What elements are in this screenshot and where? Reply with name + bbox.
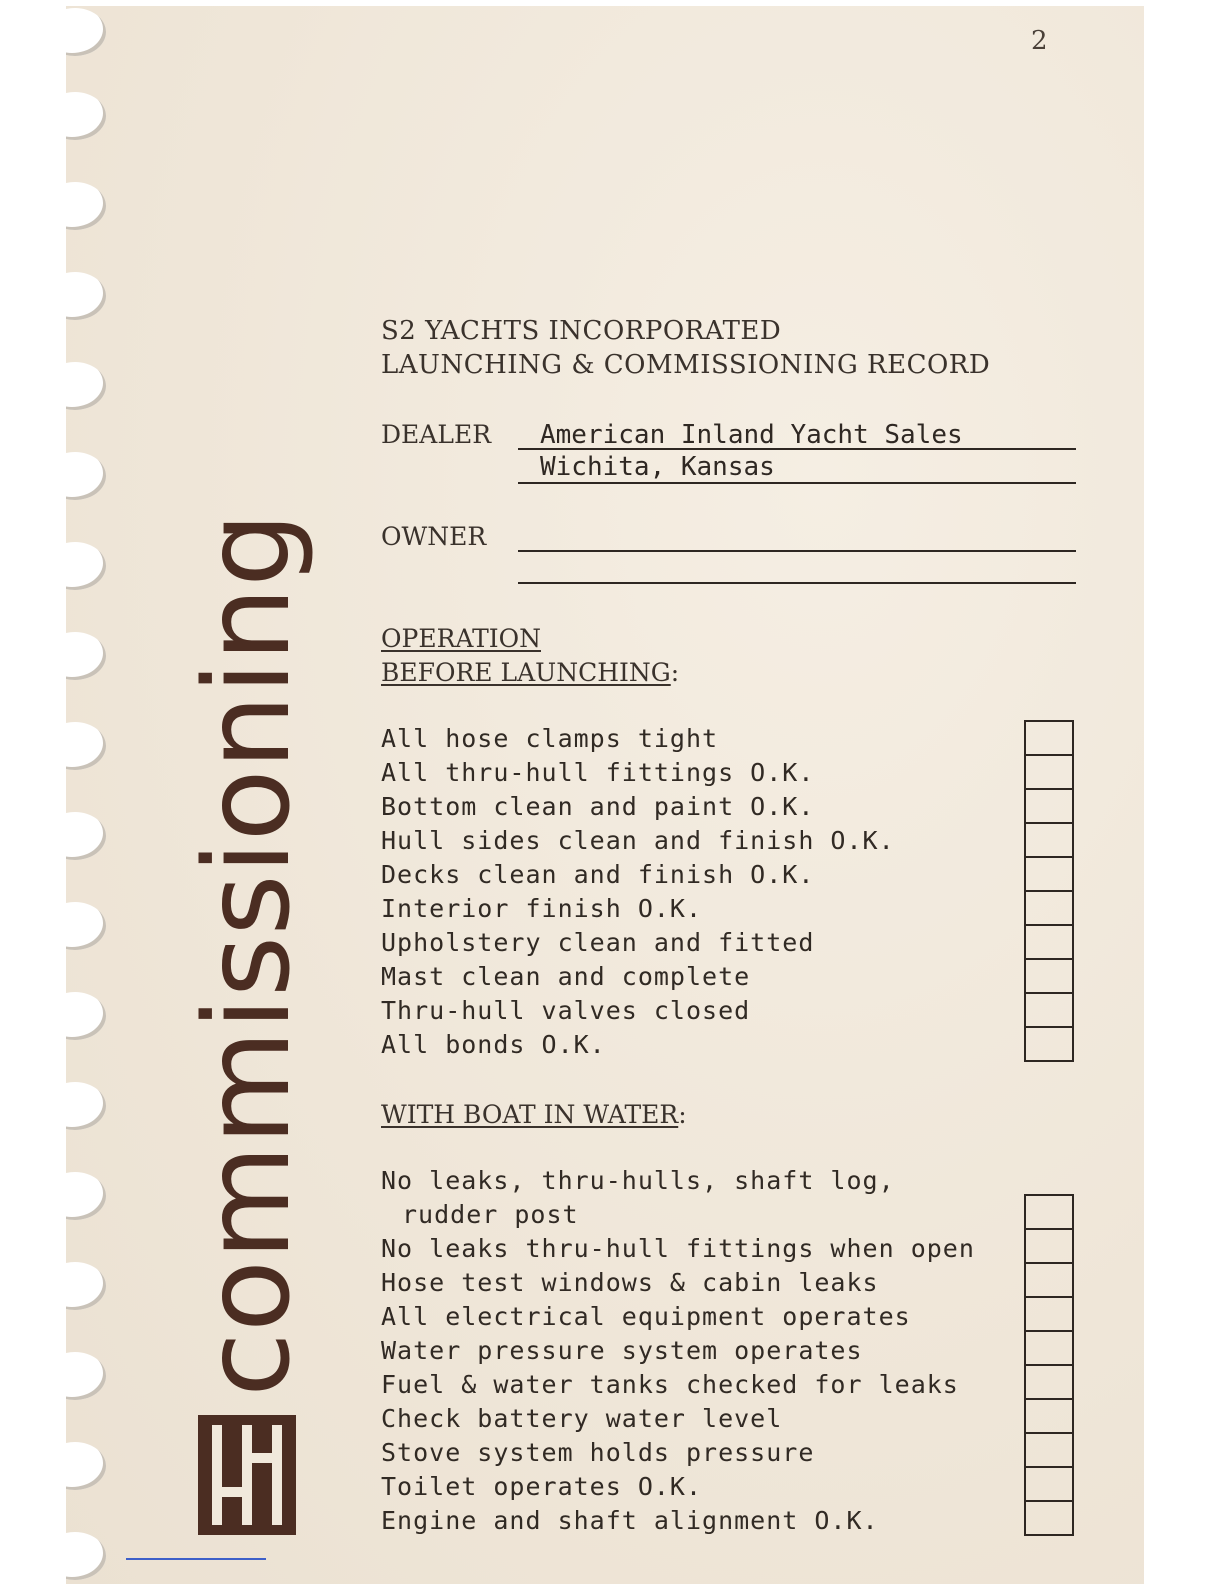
dealer-name: American Inland Yacht Sales — [540, 420, 963, 450]
checklist-item: Upholstery clean and fitted — [381, 928, 815, 957]
checkbox[interactable] — [1026, 926, 1072, 960]
checkbox[interactable] — [1026, 824, 1072, 858]
section-title-boat-in-water: WITH BOAT IN WATER: — [381, 1100, 687, 1129]
checklist-item: Water pressure system operates — [381, 1336, 863, 1365]
section-title-before-launching: OPERATION BEFORE LAUNCHING: — [381, 624, 680, 687]
checkbox-column-before-launching — [1024, 720, 1074, 1062]
binder-hole — [66, 1352, 106, 1400]
checklist-item: All bonds O.K. — [381, 1030, 606, 1059]
checkbox[interactable] — [1026, 1366, 1072, 1400]
owner-label: OWNER — [381, 522, 487, 551]
checklist-item: Hose test windows & cabin leaks — [381, 1268, 879, 1297]
checklist-item: All thru-hull fittings O.K. — [381, 758, 815, 787]
checkbox[interactable] — [1026, 892, 1072, 926]
binder-hole — [66, 542, 106, 590]
checkbox-column-boat-in-water — [1024, 1194, 1074, 1536]
binder-hole — [66, 1262, 106, 1310]
checkbox[interactable] — [1026, 1264, 1072, 1298]
page-number: 2 — [1031, 26, 1048, 56]
binder-hole — [66, 812, 106, 860]
binder-hole — [66, 92, 106, 140]
checkbox[interactable] — [1026, 1298, 1072, 1332]
binder-hole — [66, 902, 106, 950]
checklist-item: Stove system holds pressure — [381, 1438, 815, 1467]
binder-hole — [66, 1532, 106, 1580]
checkbox[interactable] — [1026, 1028, 1072, 1062]
side-brand-word: commissioning — [178, 512, 316, 1397]
side-brand — [178, 512, 316, 1535]
checkbox[interactable] — [1026, 722, 1072, 756]
binder-hole — [66, 8, 106, 56]
checklist-item: Decks clean and finish O.K. — [381, 860, 815, 889]
checkbox[interactable] — [1026, 994, 1072, 1028]
checklist-item: No leaks thru-hull fittings when open — [381, 1234, 975, 1263]
dealer-label: DEALER — [381, 420, 492, 449]
binder-hole — [66, 1082, 106, 1130]
checklist-item: Thru-hull valves closed — [381, 996, 751, 1025]
checkbox[interactable] — [1026, 1332, 1072, 1366]
checkbox[interactable] — [1026, 858, 1072, 892]
owner-line-1 — [518, 550, 1076, 552]
checklist-item: Mast clean and complete — [381, 962, 751, 991]
checklist-item-continued: rudder post — [402, 1200, 579, 1229]
checkbox[interactable] — [1026, 756, 1072, 790]
checklist-item: Hull sides clean and finish O.K. — [381, 826, 895, 855]
binder-hole — [66, 992, 106, 1040]
scan-edge-line — [126, 1558, 266, 1560]
checklist-item: All hose clamps tight — [381, 724, 719, 753]
checklist-item: Engine and shaft alignment O.K. — [381, 1506, 879, 1535]
checkbox[interactable] — [1026, 1400, 1072, 1434]
dealer-line-1 — [518, 448, 1076, 450]
checkbox[interactable] — [1026, 790, 1072, 824]
checklist-item: Bottom clean and paint O.K. — [381, 792, 815, 821]
dealer-location: Wichita, Kansas — [540, 452, 775, 482]
checklist-item: Check battery water level — [381, 1404, 783, 1433]
binder-hole — [66, 452, 106, 500]
checklist-item: Fuel & water tanks checked for leaks — [381, 1370, 959, 1399]
checkbox[interactable] — [1026, 1230, 1072, 1264]
checklist-item: Toilet operates O.K. — [381, 1472, 703, 1501]
document-page — [66, 6, 1144, 1584]
binder-hole — [66, 1172, 106, 1220]
company-name: S2 YACHTS INCORPORATED — [381, 316, 782, 346]
binder-hole — [66, 272, 106, 320]
owner-line-2 — [518, 582, 1076, 584]
checkbox[interactable] — [1026, 1502, 1072, 1536]
record-title: LAUNCHING & COMMISSIONING RECORD — [381, 350, 991, 380]
binder-hole — [66, 632, 106, 680]
binder-hole — [66, 1442, 106, 1490]
checklist-item: No leaks, thru-hulls, shaft log, — [381, 1166, 895, 1195]
checkbox[interactable] — [1026, 960, 1072, 994]
checkbox[interactable] — [1026, 1196, 1072, 1230]
dealer-line-2 — [518, 482, 1076, 484]
checkbox[interactable] — [1026, 1434, 1072, 1468]
s2-logo-icon — [198, 1415, 296, 1535]
checklist-item: Interior finish O.K. — [381, 894, 703, 923]
checklist-item: All electrical equipment operates — [381, 1302, 911, 1331]
binder-hole — [66, 182, 106, 230]
binder-hole — [66, 722, 106, 770]
checkbox[interactable] — [1026, 1468, 1072, 1502]
binder-hole — [66, 362, 106, 410]
